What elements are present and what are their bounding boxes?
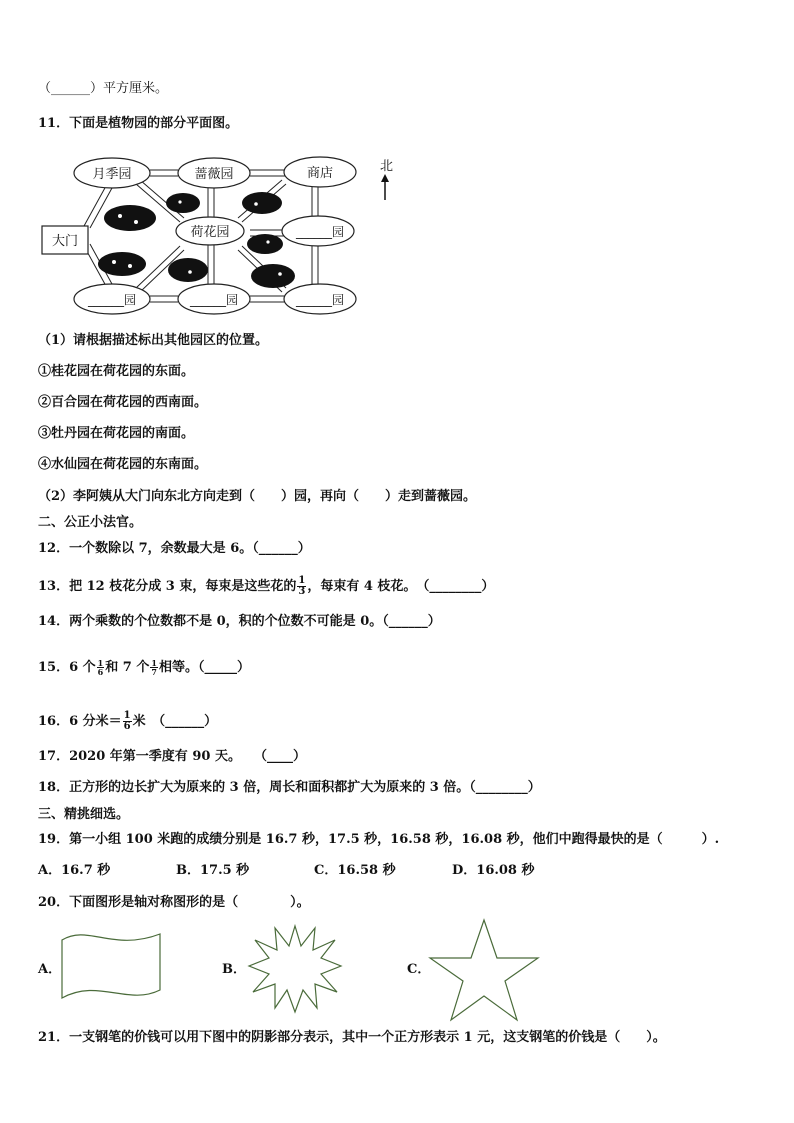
blank-garden-label-s: ______园 — [189, 293, 239, 307]
q11-clue-2: ②百合园在荷花园的西南面。 — [38, 395, 208, 410]
q15-fraction-1 — [97, 659, 105, 676]
q11-clue-1: ①桂花园在荷花园的东面。 — [38, 364, 195, 379]
q19-stem: 19．第一小组 100 米跑的成绩分别是 16.7 秒，17.5 秒，16.58 秒，16.08 秒，他们中跑得最快的是（ ）. — [38, 832, 720, 847]
q15-fraction-2 — [150, 659, 158, 676]
q19-options — [38, 862, 535, 880]
q10-tail: （______）平方厘米。 — [38, 81, 169, 96]
q16 — [38, 711, 217, 732]
section-3-heading: 三、精挑细选。 — [38, 807, 130, 822]
q11-clue-3: ③牡丹园在荷花园的南面。 — [38, 426, 195, 441]
q20-option-c-label[interactable]: C． — [407, 962, 431, 977]
north-arrow-icon — [381, 174, 389, 200]
q11-part2: （2）李阿姨从大门向东北方向走到（ ）园，再向（ ）走到蔷薇园。 — [38, 489, 477, 504]
garden-map — [40, 148, 410, 320]
q20-stem: 20．下面图形是轴对称图形的是（ ）。 — [38, 895, 310, 910]
q12: 12．一个数除以 7，余数最大是 6。（______） — [38, 541, 311, 556]
q16-denominator: 6 — [123, 721, 131, 732]
q16-text-a: 16．6 分米＝ — [38, 714, 122, 729]
q20-option-b-label[interactable]: B． — [222, 962, 246, 977]
yueji-label: 月季园 — [92, 167, 132, 182]
q16-numerator: 1 — [123, 710, 131, 721]
q16-fraction — [123, 711, 132, 732]
q15-numerator-2: 1 — [151, 658, 157, 668]
q13-text-b: ，每束有 4 枝花。 （________） — [307, 579, 495, 594]
q13-numerator: 1 — [298, 575, 306, 586]
q15-text-a: 15．6 个 — [38, 660, 96, 675]
blank-garden-label-se: ______园 — [295, 293, 345, 307]
qiangwei-label: 蔷薇园 — [194, 167, 234, 182]
hehua-label: 荷花园 — [190, 225, 230, 240]
q17: 17．2020 年第一季度有 90 天。 （____） — [38, 749, 306, 764]
wavy-flag-shape — [58, 928, 164, 1004]
q16-text-b: 米 （______） — [132, 714, 218, 729]
q11-title: 11．下面是植物园的部分平面图。 — [38, 116, 239, 131]
q15-denominator-2: 7 — [151, 667, 157, 677]
q14: 14．两个乘数的个位数都不是 0，积的个位数不可能是 0。（______） — [38, 614, 441, 629]
q13-denominator: 3 — [298, 586, 306, 597]
q20-option-a-label[interactable]: A． — [38, 962, 62, 977]
q11-clue-4: ④水仙园在荷花园的东南面。 — [38, 457, 208, 472]
q11-part1: （1）请根据描述标出其他园区的位置。 — [38, 333, 269, 348]
star-shape — [428, 918, 540, 1022]
q13 — [38, 576, 494, 597]
q15-text-b: 和 7 个 — [105, 660, 150, 675]
q15-denominator-1: 6 — [97, 667, 104, 677]
q15-text-c: 相等。（_____） — [158, 660, 250, 675]
blank-garden-label-east: ______园 — [295, 225, 345, 239]
q19-option-c[interactable]: C．16.58 秒 — [314, 863, 396, 878]
q15-numerator-1: 1 — [97, 658, 104, 668]
gate-label: 大门 — [51, 234, 79, 249]
q13-fraction — [297, 576, 306, 597]
q15 — [38, 659, 250, 677]
q19-option-b[interactable]: B．17.5 秒 — [176, 863, 250, 878]
q19-option-d[interactable]: D．16.08 秒 — [452, 863, 535, 878]
q13-text-a: 13．把 12 枝花分成 3 束，每束是这些花的 — [38, 579, 297, 594]
q21: 21．一支钢笔的价钱可以用下图中的阴影部分表示，其中一个正方形表示 1 元，这支钢笔的价钱是（ ）。 — [38, 1030, 666, 1045]
north-label: 北 — [380, 159, 394, 174]
q19-option-a[interactable]: A．16.7 秒 — [38, 863, 111, 878]
q18: 18．正方形的边长扩大为原来的 3 倍，周长和面积都扩大为原来的 3 倍。（________） — [38, 780, 541, 795]
blank-garden-label-sw: ______园 — [87, 293, 137, 307]
shop-label: 商店 — [306, 166, 334, 181]
section-2-heading: 二、公正小法官。 — [38, 515, 143, 530]
starburst-shape — [245, 918, 345, 1016]
